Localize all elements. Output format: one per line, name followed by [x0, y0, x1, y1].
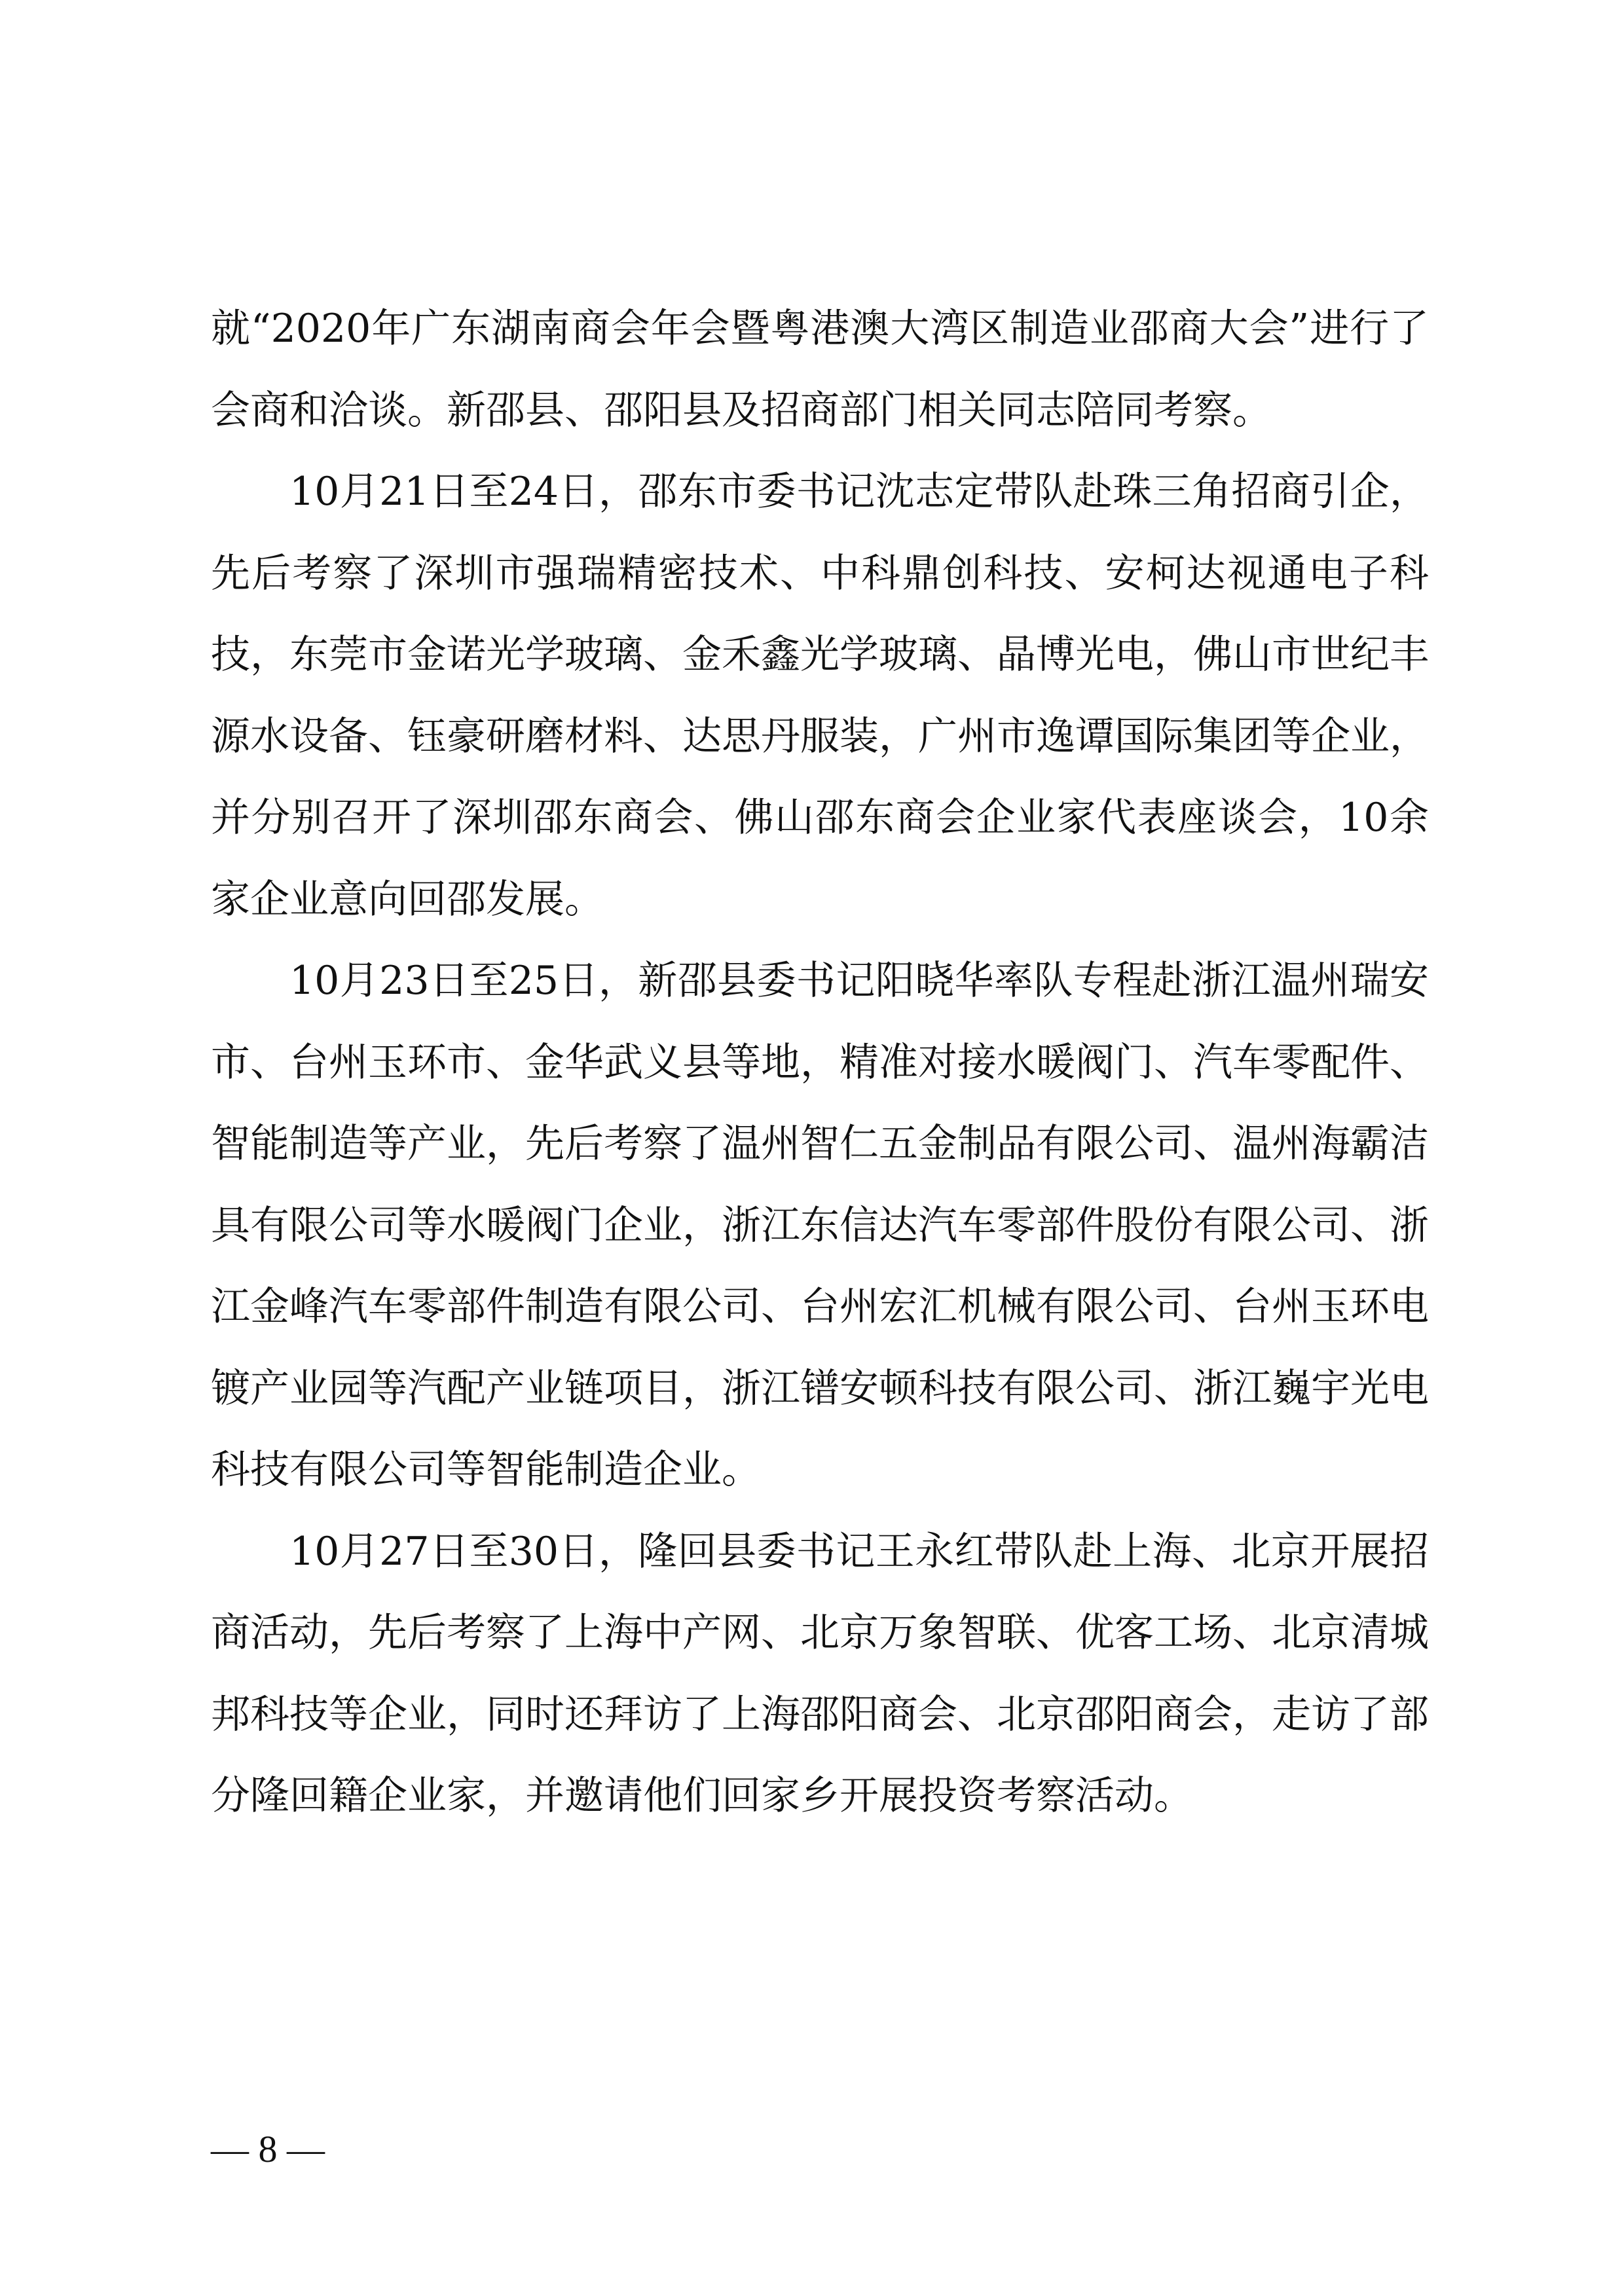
body-text [211, 288, 1429, 1837]
paragraph-4: 10月27日至30日，隆回县委书记王永红带队赴上海、北京开展招商活动，先后考察了上海中产网、北京万象智联、优客工场、北京清城邦科技等企业，同时还拜访了上海邵阳商会、北京邵阳商会，走访了部分隆回籍企业家，并邀请他们回家乡开展投资考察活动。 [211, 1528, 1429, 1819]
paragraph-3: 10月23日至25日，新邵县委书记阳晓华率队专程赴浙江温州瑞安市、台州玉环市、金华武义县等地，精准对接水暖阀门、汽车零配件、智能制造等产业，先后考察了温州智仁五金制品有限公司、温州海霸洁具有限公司等水暖阀门企业，浙江东信达汽车零部件股份有限公司、浙江金峰汽车零部件制造有限公司、台州宏汇机械有限公司、台州玉环电镀产业园等汽配产业链项目，浙江镨安顿科技有限公司、浙江巍宇光电科技有限公司等智能制造企业。 [211, 958, 1429, 1493]
paragraph-2: 10月21日至24日，邵东市委书记沈志定带队赴珠三角招商引企，先后考察了深圳市强瑞精密技术、中科鼎创科技、安柯达视通电子科技，东莞市金诺光学玻璃、金禾鑫光学玻璃、晶博光电，佛山市世纪丰源水设备、钰豪研磨材料、达思丹服装，广州市逸谭国际集团等企业，并分别召开了深圳邵东商会、佛山邵东商会企业家代表座谈会，10余家企业意向回邵发展。 [211, 469, 1429, 922]
paragraph-1: 就“2020年广东湖南商会年会暨粤港澳大湾区制造业邵商大会”进行了会商和洽谈。新邵县、邵阳县及招商部门相关同志陪同考察。 [211, 306, 1429, 433]
page-number: — 8 — [211, 2128, 325, 2170]
